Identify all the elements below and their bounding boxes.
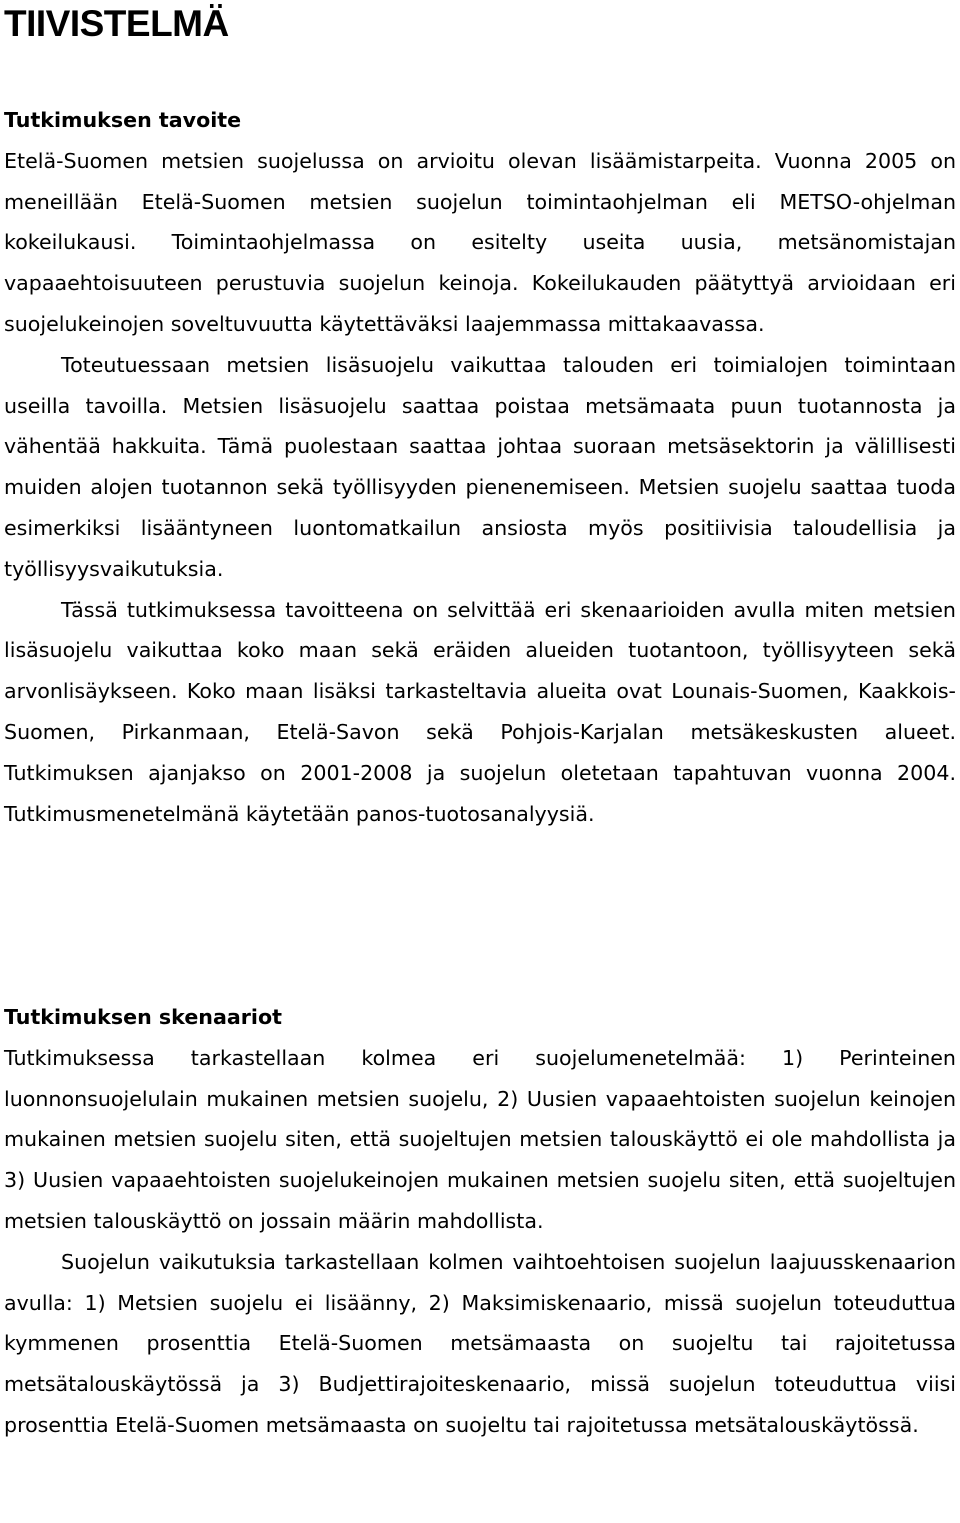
section-heading: Tutkimuksen tavoite	[4, 108, 242, 132]
section-tutkimuksen-skenaariot	[4, 997, 956, 1446]
paragraph: Tässä tutkimuksessa tavoitteena on selvittää eri skenaarioiden avulla miten metsien lisäsuojelu vaikuttaa koko maan sekä eräiden alueiden tuotantoon, työllisyyteen sekä arvonlisäykseen. Koko maan lisäksi tarkasteltavia alueita ovat Lounais-Suomen, Kaakkois-Suomen, Pirkanmaan, Etelä-Savon sekä Pohjois-Karjalan metsäkeskusten alueet. Tutkimuksen ajanjakso on 2001-2008 ja suojelun oletetaan tapahtuvan vuonna 2004. Tutkimusmenetelmänä käytetään panos-tuotosanalyysiä.	[4, 597, 956, 826]
paragraph: Suojelun vaikutuksia tarkastellaan kolmen vaihtoehtoisen suojelun laajuusskenaarion avulla: 1) Metsien suojelu ei lisäänny, 2) Maksimiskenaario, missä suojelun toteuduttua kymmenen prosenttia Etelä-Suomen metsämaasta on suojeltu tai rajoitetussa metsätalouskäytössä ja 3) Budjettirajoiteskenaario, missä suojelun toteuduttua viisi prosenttia Etelä-Suomen metsämaasta on suojeltu tai rajoitetussa metsätalouskäytössä.	[4, 1249, 956, 1437]
paragraph: Etelä-Suomen metsien suojelussa on arvioitu olevan lisäämistarpeita. Vuonna 2005 on meneillään Etelä-Suomen metsien suojelun toimintaohjelman eli METSO-ohjelman kokeilukausi. Toimintaohjelmassa on esitelty useita uusia, metsänomistajan vapaaehtoisuuteen perustuvia suojelun keinoja. Kokeilukauden päätyttyä arvioidaan eri suojelukeinojen soveltuvuutta käytettäväksi laajemmassa mittakaavassa.	[4, 148, 956, 336]
paragraph: Tutkimuksessa tarkastellaan kolmea eri suojelumenetelmää: 1) Perinteinen luonnonsuojelulain mukainen metsien suojelu, 2) Uusien vapaaehtoisten suojelun keinojen mukainen metsien suojelu siten, että suojeltujen metsien talouskäyttö ei ole mahdollista ja 3) Uusien vapaaehtoisten suojelukeinojen mukainen metsien suojelu siten, että suojeltujen metsien talouskäyttö on jossain määrin mahdollista.	[4, 1045, 956, 1233]
paragraph: Toteutuessaan metsien lisäsuojelu vaikuttaa talouden eri toimialojen toimintaan useilla tavoilla. Metsien lisäsuojelu saattaa poistaa metsämaata puun tuotannosta ja vähentää hakkuita. Tämä puolestaan saattaa johtaa suoraan metsäsektorin ja välillisesti muiden alojen tuotannon sekä työllisyyden pienenemiseen. Metsien suojelu saattaa tuoda esimerkiksi lisääntyneen luontomatkailun ansiosta myös positiivisia taloudellisia ja työllisyysvaikutuksia.	[4, 352, 956, 581]
page-title: TIIVISTELMÄ	[4, 3, 229, 44]
section-tutkimuksen-tavoite	[4, 100, 956, 834]
section-heading: Tutkimuksen skenaariot	[4, 1005, 282, 1029]
